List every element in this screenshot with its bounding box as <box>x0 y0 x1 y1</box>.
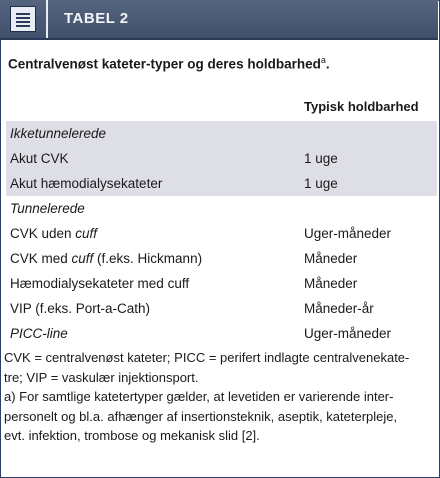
holdbarhed-cell: Uger-måneder <box>304 226 392 241</box>
header-separator <box>46 0 48 38</box>
table-group-row <box>6 196 437 221</box>
table-body <box>6 121 437 346</box>
catheter-type-cell: VIP (f.eks. Port-a-Cath) <box>10 301 151 316</box>
footnote-a-line: evt. infektion, trombose og mekanisk slid [2]. <box>4 428 260 443</box>
table-footnotes <box>4 348 432 446</box>
catheter-type-cell: Akut CVK <box>10 151 69 166</box>
column-header-holdbarhed: Typisk holdbarhed <box>304 99 419 114</box>
table-row <box>6 171 437 196</box>
catheter-type-cell: Akut hæmodialysekateter <box>10 176 163 191</box>
catheter-type-text: CVK med <box>10 251 72 266</box>
holdbarhed-cell: 1 uge <box>304 176 338 191</box>
catheter-type-text: cuff <box>75 226 98 241</box>
table-row <box>6 221 437 246</box>
table-group-row <box>6 321 437 346</box>
caption-text: Centralvenøst kateter-typer og deres holdbarhed <box>8 56 321 72</box>
footnote-a-line: personelt og bl.a. afhænger af insertionsteknik, aseptik, kateterpleje, <box>4 408 398 424</box>
table-group-row <box>6 121 437 146</box>
holdbarhed-cell: Uger-måneder <box>304 326 392 341</box>
catheter-type-text: (f.eks. Hickmann) <box>93 251 203 266</box>
holdbarhed-cell: Måneder-år <box>304 301 374 316</box>
caption-suffix: . <box>325 56 330 72</box>
catheter-type-cell: Hæmodialysekateter med cuff <box>10 276 190 291</box>
abbreviation-note-line: CVK = centralvenøst kateter; PICC = perifert indlagte centralvenekate- <box>4 350 410 365</box>
table-caption <box>8 55 330 72</box>
group-label: Tunnelerede <box>10 201 85 216</box>
table-row <box>6 271 437 296</box>
holdbarhed-cell: Måneder <box>304 276 358 291</box>
holdbarhed-cell: Måneder <box>304 251 358 266</box>
group-label: PICC-line <box>10 326 68 341</box>
table-title: TABEL 2 <box>64 10 129 27</box>
caption-footnote-marker: a <box>320 55 326 65</box>
table-row <box>6 296 437 321</box>
table-row <box>6 246 437 271</box>
document-lines-icon <box>10 6 36 32</box>
abbreviation-note-line: tre; VIP = vaskulær injektionsport. <box>4 369 199 385</box>
table-header-bar <box>0 0 438 40</box>
catheter-type-cell <box>10 221 97 246</box>
catheter-type-cell <box>10 246 202 271</box>
catheter-type-text: cuff <box>71 251 94 266</box>
table-row <box>6 146 437 171</box>
group-label: Ikketunnelerede <box>10 126 107 141</box>
catheter-type-text: CVK uden <box>10 226 76 241</box>
footnote-a-line: a) For samtlige katetertyper gælder, at levetiden er varierende inter- <box>4 389 394 404</box>
holdbarhed-cell: 1 uge <box>304 151 338 166</box>
